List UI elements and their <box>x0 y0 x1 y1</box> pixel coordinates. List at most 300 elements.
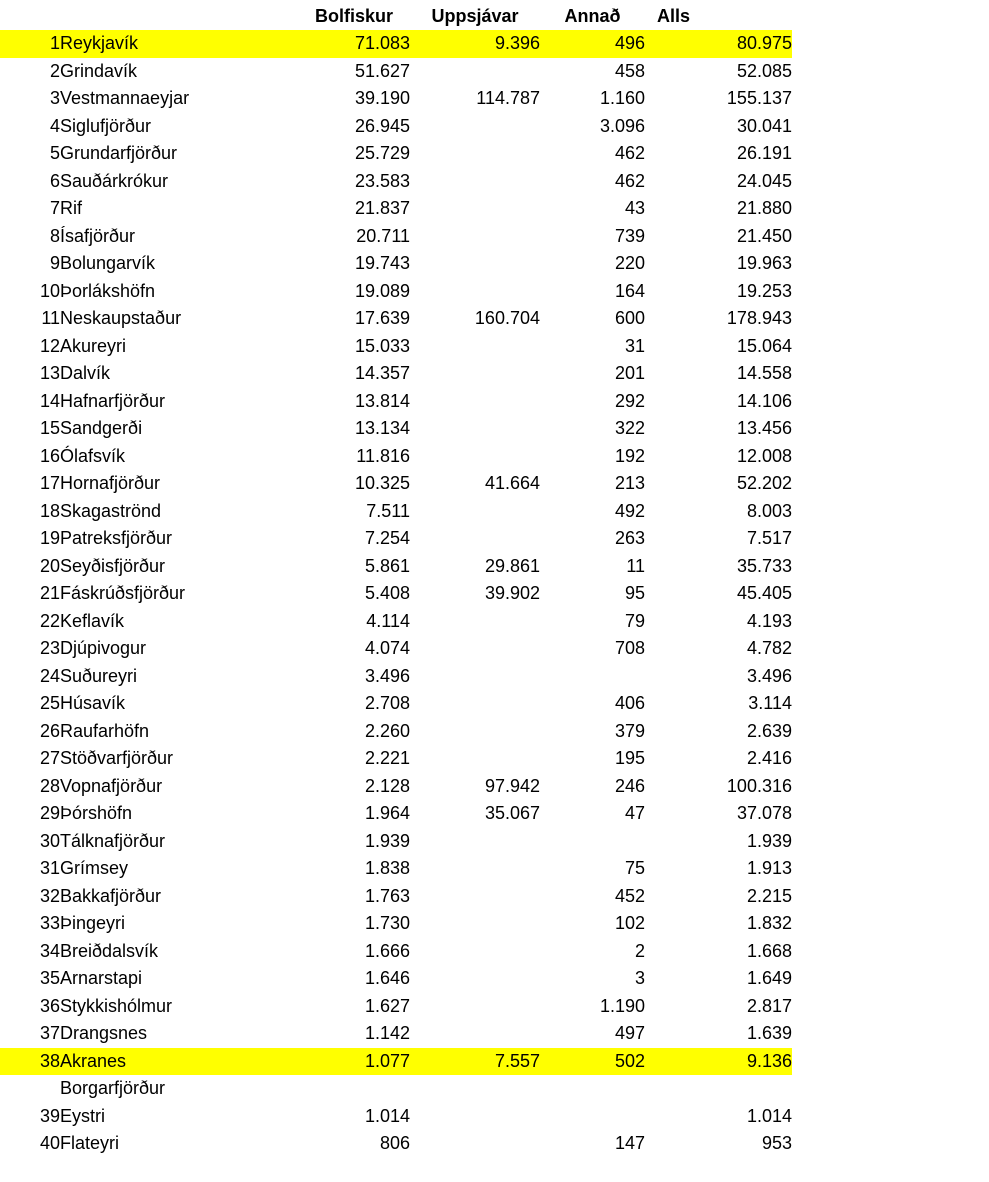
harbor-name: Flateyri <box>60 1133 120 1153</box>
annad-cell[interactable]: 739 <box>614 225 645 246</box>
alls-cell[interactable]: 2.817 <box>746 995 792 1016</box>
bolfiskur-cell[interactable]: 26.945 <box>354 115 410 136</box>
harbor-name: Stykkishólmur <box>60 995 173 1016</box>
rank-cell[interactable]: 40 <box>39 1133 60 1153</box>
table-row <box>0 333 989 361</box>
name-cell[interactable] <box>60 855 278 883</box>
name-cell[interactable] <box>60 965 278 993</box>
uppsjavar-cell[interactable] <box>410 58 540 86</box>
uppsjavar-cell[interactable] <box>410 938 540 966</box>
name-cell[interactable] <box>60 305 278 333</box>
uppsjavar-cell[interactable] <box>410 608 540 636</box>
name-cell[interactable] <box>60 828 278 856</box>
uppsjavar-cell[interactable]: 114.787 <box>476 88 540 108</box>
annad-cell[interactable]: 600 <box>614 308 645 328</box>
alls-cell[interactable]: 1.014 <box>746 1105 792 1126</box>
alls-cell[interactable]: 2.215 <box>746 885 792 906</box>
uppsjavar-cell[interactable] <box>410 1075 540 1130</box>
rank-cell[interactable]: 19 <box>39 528 60 548</box>
rank-cell[interactable]: 14 <box>39 390 60 411</box>
uppsjavar-cell[interactable] <box>410 250 540 278</box>
uppsjavar-cell[interactable]: 35.067 <box>484 803 540 823</box>
bolfiskur-cell[interactable]: 2.128 <box>364 775 410 796</box>
bolfiskur-cell[interactable]: 13.814 <box>354 390 410 411</box>
alls-cell[interactable]: 1.939 <box>746 830 792 851</box>
uppsjavar-cell[interactable] <box>410 333 540 361</box>
bolfiskur-cell[interactable]: 806 <box>379 1133 410 1153</box>
rank-cell[interactable]: 22 <box>39 610 60 631</box>
name-cell[interactable] <box>60 30 278 58</box>
annad-cell[interactable] <box>540 1075 645 1130</box>
name-cell[interactable] <box>60 58 278 86</box>
alls-cell[interactable]: 155.137 <box>726 88 792 108</box>
uppsjavar-cell[interactable]: 41.664 <box>484 473 540 493</box>
annad-cell[interactable]: 220 <box>614 253 645 273</box>
rank-cell[interactable]: 4 <box>49 115 60 136</box>
name-cell[interactable] <box>60 140 278 168</box>
rank-cell[interactable]: 21 <box>39 583 60 603</box>
annad-cell[interactable]: 379 <box>614 720 645 741</box>
alls-cell[interactable]: 100.316 <box>726 775 792 796</box>
header-annad[interactable]: Annað <box>564 5 621 26</box>
alls-cell[interactable]: 12.008 <box>736 445 792 466</box>
uppsjavar-cell[interactable] <box>410 965 540 993</box>
alls-cell[interactable]: 14.558 <box>736 363 792 383</box>
rank-cell[interactable]: 18 <box>39 500 60 521</box>
alls-cell[interactable]: 19.963 <box>736 253 792 273</box>
annad-cell[interactable]: 43 <box>624 198 645 218</box>
annad-cell[interactable]: 497 <box>614 1023 645 1043</box>
name-cell[interactable] <box>60 415 278 443</box>
rank-cell[interactable]: 3 <box>49 88 60 108</box>
filler-cell <box>792 360 989 388</box>
name-cell[interactable] <box>60 883 278 911</box>
harbor-name: Húsavík <box>60 693 126 713</box>
name-cell[interactable] <box>60 223 278 251</box>
header-bolfiskur[interactable]: Bolfiskur <box>314 5 393 26</box>
rank-cell[interactable]: 9 <box>49 253 60 273</box>
bolfiskur-cell[interactable]: 21.837 <box>354 198 410 218</box>
uppsjavar-cell[interactable] <box>410 415 540 443</box>
alls-cell[interactable]: 52.085 <box>736 60 792 81</box>
filler-cell <box>792 470 989 498</box>
header-alls[interactable]: Alls <box>656 5 690 26</box>
rank-cell[interactable]: 27 <box>39 748 60 768</box>
bolfiskur-cell[interactable]: 5.861 <box>364 555 410 576</box>
name-cell[interactable] <box>60 580 278 608</box>
rank-cell[interactable]: 8 <box>49 225 60 246</box>
bolfiskur-cell[interactable]: 1.666 <box>364 940 410 961</box>
annad-cell[interactable]: 31 <box>624 335 645 356</box>
annad-cell[interactable]: 322 <box>614 418 645 438</box>
annad-cell[interactable]: 147 <box>614 1133 645 1153</box>
harbor-name: Siglufjörður <box>60 115 152 136</box>
bolfiskur-cell[interactable]: 1.014 <box>364 1105 410 1126</box>
name-cell[interactable] <box>60 608 278 636</box>
uppsjavar-cell[interactable] <box>410 883 540 911</box>
name-cell[interactable] <box>60 388 278 416</box>
name-cell[interactable] <box>60 800 278 828</box>
bolfiskur-cell[interactable]: 71.083 <box>278 30 410 58</box>
table-row <box>0 663 989 691</box>
alls-cell[interactable]: 30.041 <box>736 115 792 136</box>
rank-cell[interactable]: 11 <box>41 308 60 328</box>
annad-cell[interactable]: 496 <box>540 30 645 58</box>
name-cell[interactable] <box>60 168 278 196</box>
uppsjavar-cell[interactable] <box>410 828 540 856</box>
uppsjavar-cell[interactable] <box>410 223 540 251</box>
uppsjavar-cell[interactable] <box>410 388 540 416</box>
bolfiskur-cell[interactable]: 2.221 <box>364 748 410 768</box>
annad-cell[interactable]: 11 <box>626 555 645 576</box>
bolfiskur-cell[interactable]: 1.838 <box>364 858 410 878</box>
bolfiskur-cell[interactable]: 11.816 <box>356 445 410 466</box>
table-body <box>0 30 989 1158</box>
annad-cell[interactable]: 195 <box>614 748 645 768</box>
annad-cell[interactable]: 462 <box>614 170 645 191</box>
annad-cell[interactable]: 102 <box>614 913 645 933</box>
alls-cell[interactable]: 1.832 <box>746 913 792 933</box>
bolfiskur-cell[interactable]: 3.496 <box>364 665 410 686</box>
table-row <box>0 910 989 938</box>
annad-cell[interactable]: 452 <box>614 885 645 906</box>
annad-cell[interactable]: 192 <box>614 445 645 466</box>
name-cell[interactable] <box>60 910 278 938</box>
uppsjavar-cell[interactable]: 9.396 <box>410 30 540 58</box>
rank-cell[interactable]: 12 <box>39 335 60 356</box>
name-cell[interactable] <box>60 1020 278 1048</box>
bolfiskur-cell[interactable]: 1.939 <box>364 830 410 851</box>
uppsjavar-cell[interactable] <box>410 140 540 168</box>
alls-cell[interactable]: 21.450 <box>736 225 792 246</box>
table-row <box>0 580 989 608</box>
bolfiskur-cell[interactable]: 19.743 <box>354 253 410 273</box>
harbor-name: Rif <box>60 198 82 218</box>
harbor-name: Stöðvarfjörður <box>60 748 174 768</box>
table-row <box>0 113 989 141</box>
harbor-name: Þingeyri <box>60 913 126 933</box>
uppsjavar-cell[interactable]: 39.902 <box>484 583 540 603</box>
table-row <box>0 855 989 883</box>
annad-cell[interactable]: 1.160 <box>599 88 645 108</box>
uppsjavar-cell[interactable]: 29.861 <box>484 555 540 576</box>
annad-cell[interactable]: 79 <box>624 610 645 631</box>
alls-cell[interactable]: 13.456 <box>736 418 792 438</box>
rank-cell[interactable]: 16 <box>39 445 60 466</box>
annad-cell[interactable] <box>540 663 645 691</box>
harbor-name: Vestmannaeyjar <box>60 88 190 108</box>
name-cell[interactable] <box>60 993 278 1021</box>
rank-cell[interactable]: 37 <box>39 1023 60 1043</box>
annad-cell[interactable]: 708 <box>614 638 645 658</box>
annad-cell[interactable]: 292 <box>614 390 645 411</box>
uppsjavar-cell[interactable] <box>410 168 540 196</box>
uppsjavar-cell[interactable] <box>410 1020 540 1048</box>
alls-cell[interactable]: 1.649 <box>746 968 792 988</box>
name-cell[interactable] <box>60 1048 278 1076</box>
table-row <box>0 800 989 828</box>
rank-cell[interactable]: 17 <box>39 473 60 493</box>
name-cell[interactable] <box>60 718 278 746</box>
name-cell[interactable] <box>60 525 278 553</box>
harbor-name: Fáskrúðsfjörður <box>60 583 186 603</box>
uppsjavar-cell[interactable] <box>410 1130 540 1158</box>
annad-cell[interactable]: 2 <box>634 940 645 961</box>
name-cell[interactable] <box>60 195 278 223</box>
alls-cell[interactable]: 7.517 <box>746 528 792 548</box>
annad-cell[interactable]: 213 <box>614 473 645 493</box>
name-cell[interactable] <box>60 635 278 663</box>
rank-cell[interactable]: 39 <box>39 1105 60 1126</box>
filler-cell <box>792 223 989 251</box>
filler-cell <box>792 250 989 278</box>
harbor-name: Ólafsvík <box>60 445 126 466</box>
rank-cell[interactable]: 35 <box>39 968 60 988</box>
annad-cell[interactable]: 164 <box>614 280 645 301</box>
bolfiskur-cell[interactable]: 1.142 <box>364 1023 410 1043</box>
filler-cell <box>792 800 989 828</box>
bolfiskur-cell[interactable]: 7.254 <box>364 528 410 548</box>
rank-cell[interactable]: 5 <box>49 143 60 163</box>
alls-cell[interactable]: 35.733 <box>736 555 792 576</box>
uppsjavar-cell[interactable] <box>410 910 540 938</box>
rank-cell[interactable]: 2 <box>49 60 60 81</box>
alls-cell[interactable]: 1.639 <box>746 1023 792 1043</box>
harbor-name: Sandgerði <box>60 418 143 438</box>
alls-cell[interactable]: 2.639 <box>746 720 792 741</box>
alls-cell[interactable]: 37.078 <box>736 803 792 823</box>
bolfiskur-cell[interactable]: 2.708 <box>364 693 410 713</box>
harbor-name: Hafnarfjörður <box>60 390 166 411</box>
alls-cell[interactable]: 52.202 <box>736 473 792 493</box>
uppsjavar-cell[interactable]: 7.557 <box>410 1048 540 1076</box>
bolfiskur-cell[interactable]: 17.639 <box>354 308 410 328</box>
uppsjavar-cell[interactable] <box>410 993 540 1021</box>
rank-cell[interactable]: 31 <box>39 858 60 878</box>
name-cell[interactable] <box>60 553 278 581</box>
bolfiskur-cell[interactable]: 20.711 <box>356 225 410 246</box>
harbor-name: Raufarhöfn <box>60 720 150 741</box>
annad-cell[interactable]: 3.096 <box>599 115 645 136</box>
bolfiskur-cell[interactable]: 1.964 <box>364 803 410 823</box>
name-cell[interactable] <box>60 85 278 113</box>
name-cell[interactable] <box>60 1075 278 1130</box>
bolfiskur-cell[interactable]: 14.357 <box>354 363 410 383</box>
name-cell[interactable] <box>60 333 278 361</box>
bolfiskur-cell[interactable]: 25.729 <box>354 143 410 163</box>
alls-cell[interactable]: 45.405 <box>736 583 792 603</box>
uppsjavar-cell[interactable] <box>410 278 540 306</box>
name-cell[interactable] <box>60 278 278 306</box>
uppsjavar-cell[interactable] <box>410 525 540 553</box>
alls-cell[interactable]: 21.880 <box>736 198 792 218</box>
name-cell[interactable] <box>60 250 278 278</box>
table-row <box>0 718 989 746</box>
annad-cell[interactable]: 458 <box>614 60 645 81</box>
rank-cell[interactable]: 36 <box>39 995 60 1016</box>
rank-cell[interactable]: 28 <box>39 775 60 796</box>
rank-cell[interactable]: 1 <box>0 30 60 58</box>
uppsjavar-cell[interactable] <box>410 663 540 691</box>
annad-cell[interactable] <box>540 828 645 856</box>
alls-cell[interactable]: 2.416 <box>746 748 792 768</box>
table-row <box>0 415 989 443</box>
rank-cell[interactable]: 15 <box>39 418 60 438</box>
table-row <box>0 305 989 333</box>
rank-cell[interactable]: 23 <box>39 638 60 658</box>
bolfiskur-cell[interactable]: 39.190 <box>354 88 410 108</box>
uppsjavar-cell[interactable] <box>410 443 540 471</box>
filler-cell <box>792 525 989 553</box>
header-name[interactable] <box>60 2 278 30</box>
rank-cell[interactable]: 24 <box>39 665 60 686</box>
alls-cell[interactable]: 26.191 <box>736 143 792 163</box>
annad-cell[interactable]: 201 <box>614 363 645 383</box>
alls-cell[interactable]: 953 <box>761 1133 792 1153</box>
rank-cell[interactable]: 33 <box>39 913 60 933</box>
bolfiskur-cell[interactable]: 1.763 <box>364 885 410 906</box>
name-cell[interactable] <box>60 113 278 141</box>
alls-cell[interactable]: 8.003 <box>746 500 792 521</box>
alls-cell[interactable]: 24.045 <box>736 170 792 191</box>
rank-cell[interactable]: 34 <box>39 940 60 961</box>
alls-cell[interactable]: 178.943 <box>726 308 792 328</box>
annad-cell[interactable]: 246 <box>614 775 645 796</box>
alls-cell[interactable]: 14.106 <box>736 390 792 411</box>
annad-cell[interactable]: 406 <box>614 693 645 713</box>
annad-cell[interactable]: 3 <box>634 968 645 988</box>
alls-cell[interactable]: 3.114 <box>748 693 792 713</box>
harbor-name: Tálknafjörður <box>60 830 166 851</box>
alls-cell[interactable]: 4.782 <box>746 638 792 658</box>
bolfiskur-cell[interactable]: 5.408 <box>364 583 410 603</box>
table-row <box>0 278 989 306</box>
harbor-name: Bakkafjörður <box>60 885 162 906</box>
annad-cell[interactable]: 47 <box>624 803 645 823</box>
uppsjavar-cell[interactable] <box>410 498 540 526</box>
annad-cell[interactable]: 75 <box>624 858 645 878</box>
bolfiskur-cell[interactable]: 13.134 <box>354 418 410 438</box>
rank-cell[interactable]: 6 <box>49 170 60 191</box>
table-row <box>0 993 989 1021</box>
alls-cell[interactable]: 1.668 <box>746 940 792 961</box>
uppsjavar-cell[interactable] <box>410 855 540 883</box>
annad-cell[interactable]: 95 <box>624 583 645 603</box>
uppsjavar-cell[interactable] <box>410 360 540 388</box>
bolfiskur-cell[interactable]: 7.511 <box>366 500 410 521</box>
name-cell[interactable] <box>60 938 278 966</box>
bolfiskur-cell[interactable]: 2.260 <box>364 720 410 741</box>
bolfiskur-cell[interactable]: 1.730 <box>364 913 410 933</box>
harbor-name: Þorlákshöfn <box>60 280 156 301</box>
alls-cell[interactable]: 19.253 <box>736 280 792 301</box>
alls-cell[interactable]: 4.193 <box>746 610 792 631</box>
uppsjavar-cell[interactable] <box>410 113 540 141</box>
harbor-name: Grímsey <box>60 858 129 878</box>
filler-cell <box>792 910 989 938</box>
rank-cell[interactable]: 30 <box>39 830 60 851</box>
uppsjavar-cell[interactable] <box>410 745 540 773</box>
uppsjavar-cell[interactable]: 160.704 <box>474 308 540 328</box>
rank-cell[interactable]: 7 <box>49 198 60 218</box>
header-rank[interactable] <box>0 2 60 30</box>
uppsjavar-cell[interactable] <box>410 690 540 718</box>
alls-cell[interactable]: 1.913 <box>746 858 792 878</box>
annad-cell[interactable]: 502 <box>540 1048 645 1076</box>
filler-cell <box>792 993 989 1021</box>
table-row <box>0 85 989 113</box>
table-row <box>0 250 989 278</box>
table-row <box>0 553 989 581</box>
bolfiskur-cell[interactable]: 15.033 <box>354 335 410 356</box>
uppsjavar-cell[interactable] <box>410 635 540 663</box>
harbor-name: Vopnafjörður <box>60 775 163 796</box>
rank-cell[interactable]: 20 <box>39 555 60 576</box>
rank-cell[interactable]: 13 <box>39 363 60 383</box>
bolfiskur-cell[interactable]: 19.089 <box>354 280 410 301</box>
filler-cell <box>792 1048 989 1076</box>
table-row <box>0 360 989 388</box>
filler-cell <box>792 388 989 416</box>
name-cell[interactable] <box>60 690 278 718</box>
name-cell[interactable] <box>60 663 278 691</box>
rank-cell[interactable]: 26 <box>39 720 60 741</box>
uppsjavar-cell[interactable] <box>410 195 540 223</box>
rank-cell[interactable]: 25 <box>39 693 60 713</box>
annad-cell[interactable]: 1.190 <box>599 995 645 1016</box>
annad-cell[interactable]: 462 <box>614 143 645 163</box>
bolfiskur-cell[interactable]: 10.325 <box>354 473 410 493</box>
bolfiskur-cell[interactable]: 1.627 <box>364 995 410 1016</box>
uppsjavar-cell[interactable]: 97.942 <box>484 775 540 796</box>
alls-cell[interactable]: 15.064 <box>736 335 792 356</box>
rank-cell[interactable]: 38 <box>0 1048 60 1076</box>
name-cell[interactable] <box>60 443 278 471</box>
filler-cell <box>792 718 989 746</box>
name-cell[interactable] <box>60 360 278 388</box>
alls-cell[interactable]: 3.496 <box>746 665 792 686</box>
bolfiskur-cell[interactable]: 1.077 <box>278 1048 410 1076</box>
bolfiskur-cell[interactable]: 23.583 <box>354 170 410 191</box>
uppsjavar-cell[interactable] <box>410 718 540 746</box>
bolfiskur-cell[interactable]: 4.114 <box>366 610 410 631</box>
filler-cell <box>792 58 989 86</box>
filler-cell <box>792 635 989 663</box>
name-cell[interactable] <box>60 498 278 526</box>
table-row <box>0 635 989 663</box>
alls-cell[interactable]: 80.975 <box>645 30 792 58</box>
harbor-name: Þórshöfn <box>60 803 133 823</box>
filler-cell <box>792 553 989 581</box>
name-cell[interactable] <box>60 745 278 773</box>
harbor-catch-table <box>0 2 989 1158</box>
header-uppsjavar[interactable]: Uppsjávar <box>431 5 519 26</box>
name-cell[interactable] <box>60 1130 278 1158</box>
bolfiskur-cell[interactable]: 4.074 <box>364 638 410 658</box>
bolfiskur-cell[interactable]: 51.627 <box>354 60 410 81</box>
annad-cell[interactable]: 492 <box>614 500 645 521</box>
bolfiskur-cell[interactable]: 1.646 <box>364 968 410 988</box>
table-row <box>0 498 989 526</box>
rank-cell[interactable]: 32 <box>39 885 60 906</box>
name-cell[interactable] <box>60 773 278 801</box>
rank-cell[interactable]: 29 <box>39 803 60 823</box>
annad-cell[interactable]: 263 <box>614 528 645 548</box>
rank-cell[interactable]: 10 <box>39 280 60 301</box>
table-row <box>0 965 989 993</box>
name-cell[interactable] <box>60 470 278 498</box>
alls-cell[interactable]: 9.136 <box>645 1048 792 1076</box>
